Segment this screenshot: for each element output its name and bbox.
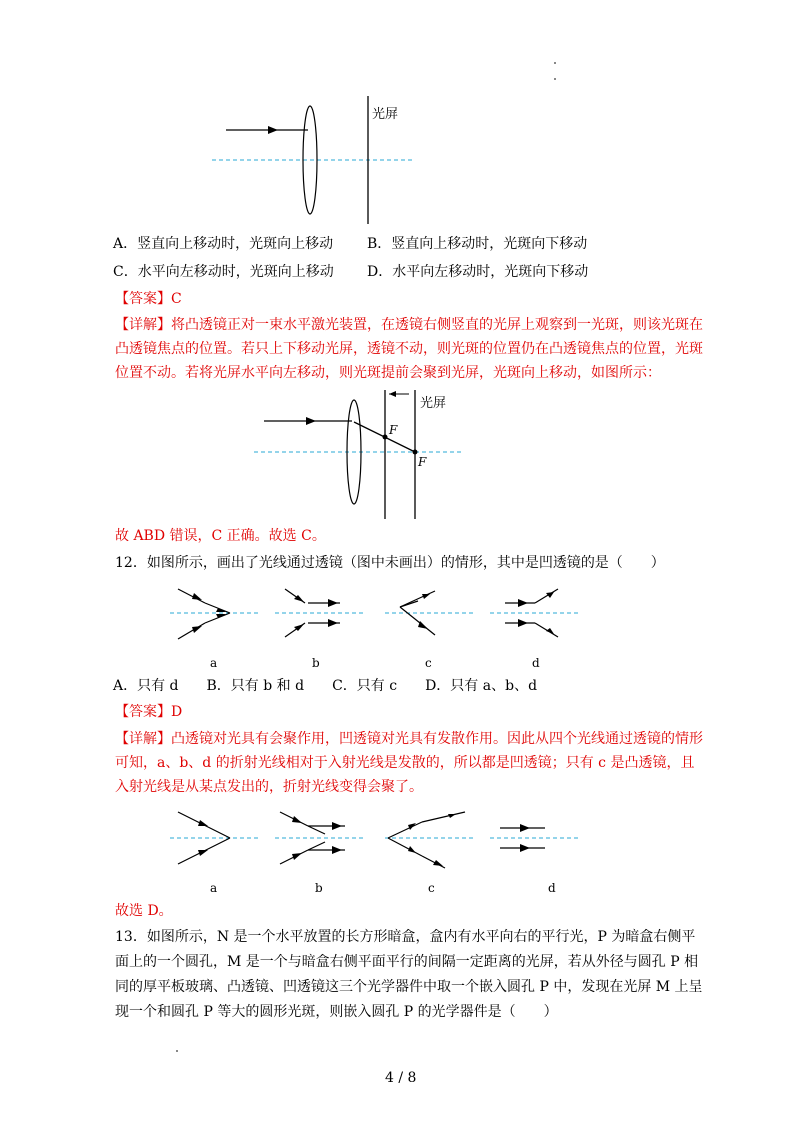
- option-b: B．竖直向上移动时，光斑向下移动: [367, 236, 588, 252]
- answer-value: D: [171, 704, 183, 720]
- detail-paragraph: [115, 313, 705, 385]
- answer-value: C: [171, 291, 182, 307]
- detail-text: 凸透镜对光具有会聚作用，凹透镜对光具有发散作用。因此从四个光线通过透镜的情形可知，a、b、d 的折射光线相对于入射光线是发散的，所以都是凹透镜；只有 c 是凸透镜，且入射光线是从某点发出的，折射光线变得会聚了。: [115, 731, 703, 795]
- detail-paragraph-12: [115, 727, 705, 799]
- screen-label: 光屏: [420, 396, 447, 411]
- panel-label-d: d: [532, 656, 540, 670]
- question-12: 12．如图所示，画出了光线通过透镜（图中未画出）的情形，其中是凹透镜的是（ ）: [115, 555, 665, 571]
- corner-mark: [554, 78, 556, 80]
- ray-diagrams-12: [160, 585, 600, 675]
- option-d: D．水平向左移动时，光斑向下移动: [367, 264, 589, 280]
- question-13: 13．如图所示，N 是一个水平放置的长方形暗盒，盒内有水平向右的平行光，P 为暗盒右侧平面上的一个圆孔，M 是一个与暗盒右侧平面平行的间隔一定距离的光屏，若从外径与圆孔 P 相同的厚平板玻璃、凸透镜、凹透镜这三个光学器件中取一个嵌入圆孔 P 中，发现在光屏 M 上呈现一个和圆孔 P 等大的圆形光斑，则嵌入圆孔 P 的光学器件是（ ）: [115, 929, 703, 1020]
- panel-label-c: c: [428, 881, 435, 895]
- answer-tag: 【答案】: [115, 704, 171, 720]
- panel-label-b: b: [312, 656, 320, 670]
- lens-diagram-1: [200, 90, 430, 230]
- lens-diagram-2: [250, 385, 480, 525]
- focus-label-upper: F: [389, 423, 398, 437]
- option-c: C．水平向左移动时，光斑向上移动: [113, 264, 334, 280]
- detail-tag: 【详解】: [115, 731, 171, 747]
- panel-label-a: a: [210, 656, 218, 670]
- panel-label-a: a: [210, 881, 218, 895]
- corner-mark: [176, 1050, 178, 1052]
- focus-label-lower: F: [418, 455, 427, 469]
- detail-text: 将凸透镜正对一束水平激光装置，在透镜右侧竖直的光屏上观察到一光斑，则该光斑在凸透镜焦点的位置。若只上下移动光屏，透镜不动，则光斑的位置仍在凸透镜焦点的位置，光斑位置不动。若将光屏水平向左移动，则光斑提前会聚到光屏，光斑向上移动，如图所示：: [115, 317, 703, 381]
- detail-tag: 【详解】: [115, 317, 171, 333]
- panel-label-c: c: [425, 656, 432, 670]
- conclusion-12: 故选 D。: [115, 903, 173, 919]
- screen-label: 光屏: [372, 107, 399, 122]
- conclusion-11: 故 ABD 错误，C 正确。故选 C。: [115, 528, 326, 544]
- answer-tag: 【答案】: [115, 291, 171, 307]
- corner-mark: [554, 62, 556, 64]
- page-number: 4 / 8: [385, 1070, 417, 1086]
- option-a: A．竖直向上移动时，光斑向上移动: [113, 236, 334, 252]
- answer-line-12: [115, 702, 182, 722]
- answer-line: [115, 289, 182, 309]
- options-12: A．只有 d B．只有 b 和 d C．只有 c D．只有 a、b、d: [113, 678, 538, 694]
- panel-label-d: d: [548, 881, 556, 895]
- ray-diagrams-answer: [160, 808, 600, 900]
- panel-label-b: b: [315, 881, 323, 895]
